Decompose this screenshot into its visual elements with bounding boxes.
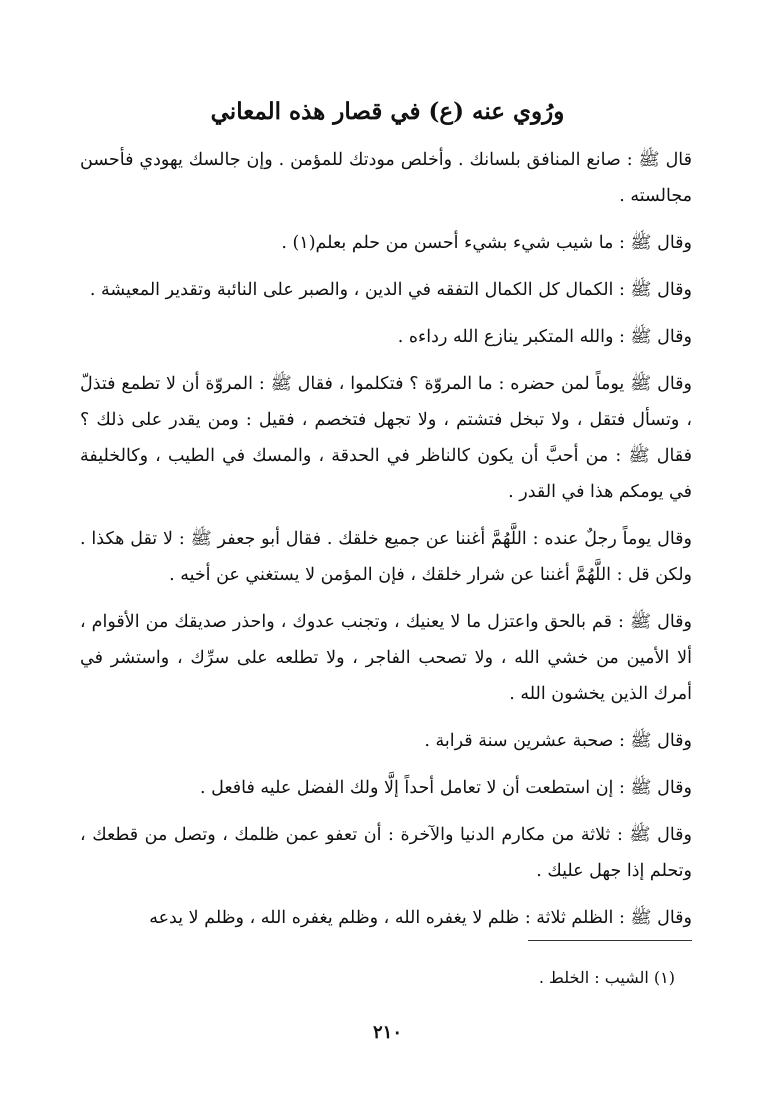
paragraph: وقال ﷺ يوماً لمن حضره : ما المروّة ؟ فتكلموا ، فقال ﷺ : المروّة أن لا تطمع فتذلّ ، وتسأل فتقل ، ولا تبخل فتشتم ، ولا تجهل فتخصم ، فقيل : ومن يقدر على ذلك ؟ فقال ﷺ : من أحبَّ أن يكون كالناظر في الحدقة ، والمسك في الطيب ، وكالخليفة في يومكم هذا في القدر .: [80, 374, 692, 502]
section-title: ورُوي عنه (ع) في قصار هذه المعاني: [210, 98, 565, 125]
paragraph: قال ﷺ : صانع المنافق بلسانك . وأخلص مودتك للمؤمن . وإن جالسك يهودي فأحسن مجالسته .: [80, 150, 692, 206]
paragraph: وقال يوماً رجلٌ عنده : اللَّهُمَّ أغننا عن جميع خلقك . فقال أبو جعفر ﷺ : لا تقل هكذا . ولكن قل : اللَّهُمَّ أغننا عن شرار خلقك ، فإن المؤمن لا يستغني عن أخيه .: [80, 529, 692, 585]
paragraph: وقال ﷺ : ثلاثة من مكارم الدنيا والآخرة : أن تعفو عمن ظلمك ، وتصل من قطعك ، وتحلم إذا جهل عليك .: [80, 825, 692, 881]
paragraph: وقال ﷺ : ما شيب شيء بشيء أحسن من حلم بعلم(١) .: [281, 233, 692, 253]
paragraph: وقال ﷺ : إن استطعت أن لا تعامل أحداً إلَّا ولك الفضل عليه فافعل .: [199, 778, 692, 798]
paragraph: وقال ﷺ : والله المتكبر ينازع الله رداءه .: [397, 327, 692, 347]
paragraph: وقال ﷺ : صحبة عشرين سنة قرابة .: [424, 731, 692, 751]
paragraph: وقال ﷺ : الكمال كل الكمال التفقه في الدين ، والصبر على النائبة وتقدير المعيشة .: [89, 280, 692, 300]
footnote-separator: [528, 940, 692, 941]
paragraph: وقال ﷺ : قم بالحق واعتزل ما لا يعنيك ، وتجنب عدوك ، واحذر صديقك من الأقوام ، ألا الأمين من خشي الله ، ولا تصحب الفاجر ، ولا تطلعه على سرِّك ، واستشر في أمرك الذين يخشون الله .: [80, 612, 692, 704]
paragraph: وقال ﷺ : الظلم ثلاثة : ظلم لا يغفره الله ، وظلم يغفره الله ، وظلم لا يدعه: [149, 908, 692, 928]
main-text: [80, 142, 692, 947]
footnote: (١) الشيب : الخلط .: [538, 968, 675, 987]
page-number: ٢١٠: [372, 1022, 402, 1043]
